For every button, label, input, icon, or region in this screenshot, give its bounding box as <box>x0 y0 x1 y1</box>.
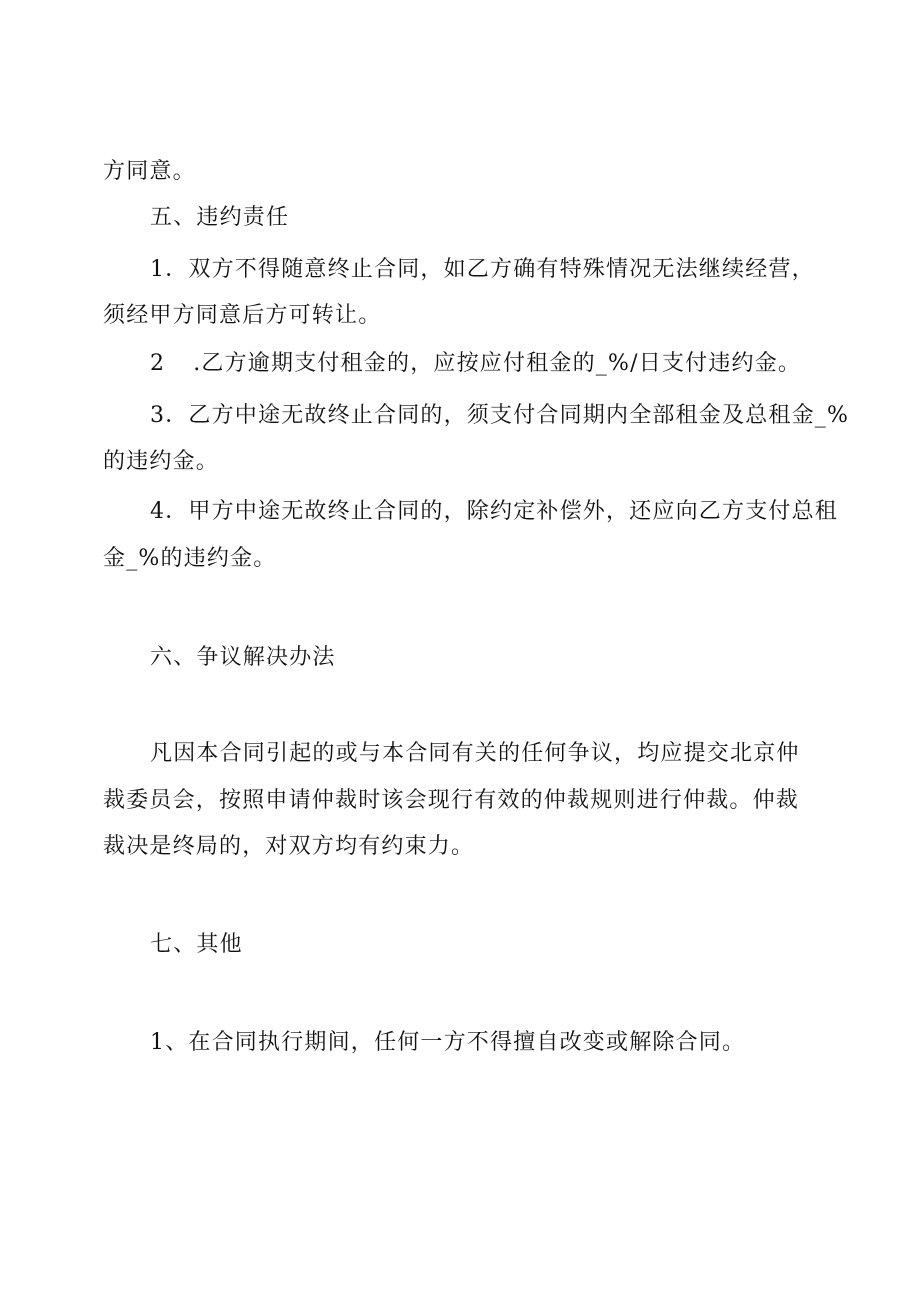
section-heading-breach: 五、违约责任 <box>150 205 290 230</box>
text-line: 1、在合同执行期间，任何一方不得擅自改变或解除合同。 <box>150 1030 746 1055</box>
text-line <box>150 350 801 378</box>
text-line: 的违约金。 <box>103 449 220 474</box>
section-heading-dispute: 六、争议解决办法 <box>150 645 336 670</box>
text-line: 3．乙方中途无故终止合同的，须支付合同期内全部租金及总租金_% <box>150 403 850 428</box>
text-line: 4．甲方中途无故终止合同的，除约定补偿外，还应向乙方支付总租 <box>150 499 838 524</box>
text-line: 方同意。 <box>103 159 196 184</box>
text-line: 裁委员会，按照申请仲裁时该会现行有效的仲裁规则进行仲裁。仲裁 <box>103 788 800 813</box>
text-line: 1．双方不得随意终止合同，如乙方确有特殊情况无法继续经营， <box>150 257 815 282</box>
text-line: 金_%的违约金。 <box>103 546 277 571</box>
text-line: 凡因本合同引起的或与本合同有关的任何争议，均应提交北京仲 <box>150 741 800 766</box>
item-text: .乙方逾期支付租金的，应按应付租金的_%/日支付违约金。 <box>193 351 802 376</box>
section-heading-other: 七、其他 <box>150 932 243 957</box>
text-line: 裁决是终局的，对双方均有约束力。 <box>103 834 475 859</box>
item-number: 2 <box>150 351 166 376</box>
text-line: 须经甲方同意后方可转让。 <box>103 303 382 328</box>
